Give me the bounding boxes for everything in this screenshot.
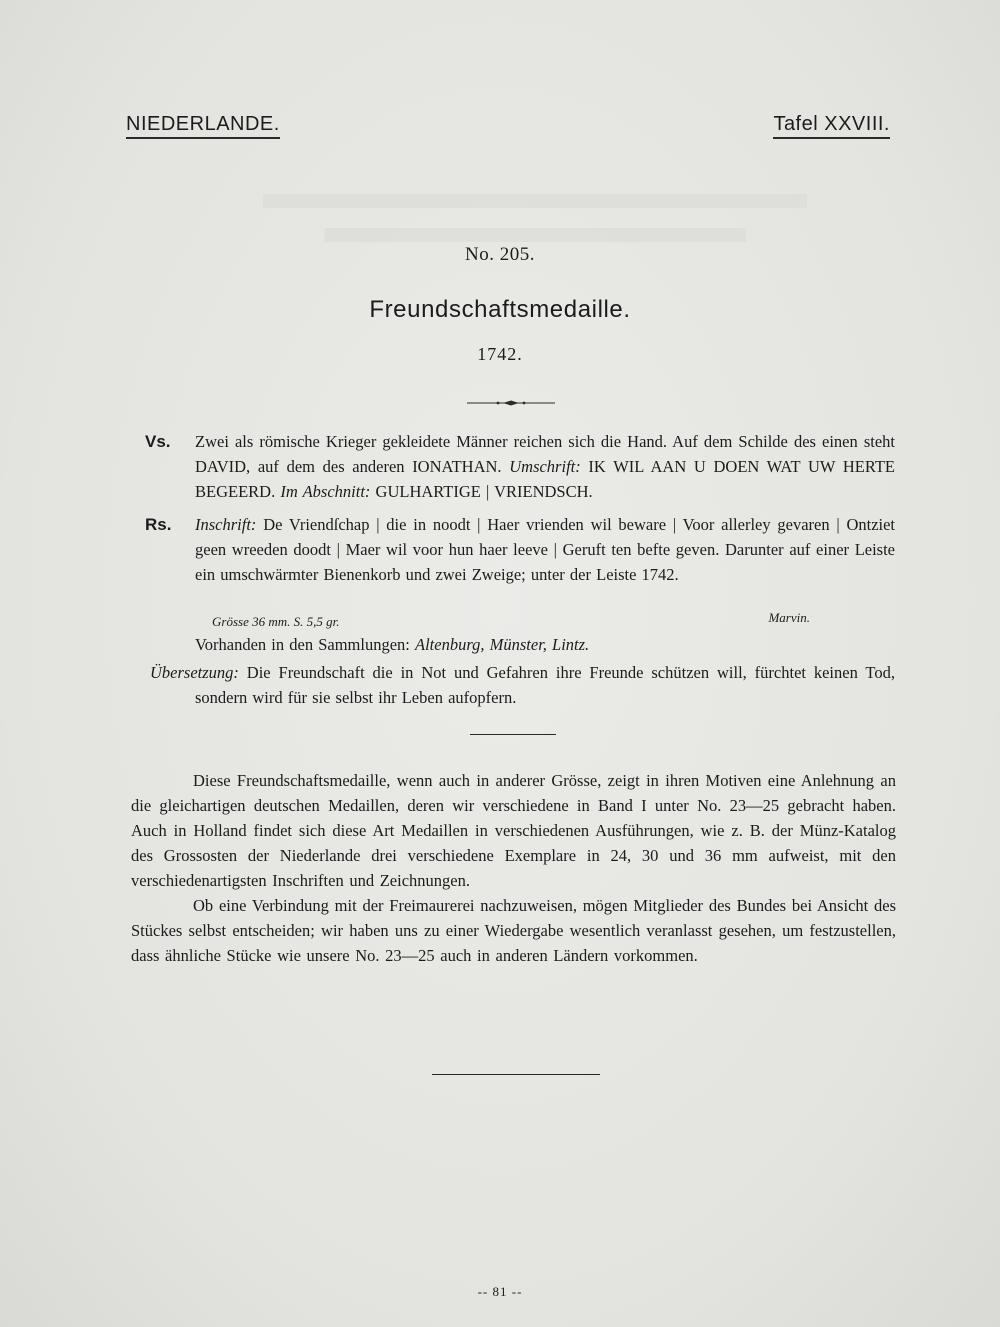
translation-label: Übersetzung: [150, 663, 239, 682]
entry-title: Freundschaftsmedaille. [369, 296, 631, 323]
closing-divider [432, 1074, 600, 1075]
entry-number: No. 205. [465, 244, 535, 265]
translation-text: Die Freundschaft die in Not und Gefahren ihre Freunde schützen will, fürchtet keinen Tod, sondern wird für sie selbst ihr Leben aufopfern. [195, 663, 895, 707]
translation-block [150, 660, 895, 710]
entry-year: 1742. [477, 344, 523, 364]
reverse-description [195, 512, 895, 587]
running-head-country: NIEDERLANDE. [126, 113, 280, 139]
page-number: -- 81 -- [477, 1284, 523, 1299]
obverse-description [195, 429, 895, 504]
collections-line [195, 632, 895, 657]
collections-list: Altenburg, Münster, Lintz. [415, 635, 590, 654]
commentary [131, 768, 896, 968]
section-divider [470, 734, 556, 735]
running-head-plate: Tafel XXVIII. [773, 113, 890, 139]
abschnitt-text: GULHARTIGE | VRIENDSCH. [375, 482, 593, 501]
reverse-text: Darunter auf einer Leiste ein umschwärmter Bienenkorb und zwei Zweige; unter der Leiste 1742. [195, 540, 896, 584]
umschrift-label: Umschrift: [509, 457, 581, 476]
commentary-paragraph-1: Diese Freundschaftsmedaille, wenn auch in anderer Grösse, zeigt in ihren Motiven eine Anlehnung an die gleichartigen deutschen Medaillen, deren wir verschiedene in Band I unter No. 23—25 gebracht haben. Auch in Holland findet sich diese Art Medaillen in verschiedenen Ausführungen, wie z. B. der Münz-Katalog des Grossosten der Niederlande drei verschiedene Exemplare in 24, 30 und 36 mm aufweist, mit den verschiedenartigsten Inschriften und Zeichnungen. [131, 771, 896, 890]
bleed-through-shadow [195, 150, 875, 252]
ornament-divider-icon [467, 400, 555, 406]
inschrift-text: De Vriendſchap | die in noodt | Haer vrienden wil beware | Voor allerley gevaren | Ontziet geen wreeden doodt | Maer wil voor hun haer leeve | Geruft ten befte geven. [195, 515, 896, 559]
abschnitt-label: Im Abschnitt: [280, 482, 371, 501]
size-weight-note: Grösse 36 mm. S. 5,5 gr. [212, 614, 340, 629]
reverse-marker: Rs. [145, 515, 172, 534]
source-reference: Marvin. [768, 610, 810, 625]
umschrift-text: IK WIL AAN U DOEN WAT UW HERTE BEGEERD. [195, 457, 895, 501]
commentary-paragraph-2: Ob eine Verbindung mit der Freimaurerei nachzuweisen, mögen Mitglieder des Bundes bei Ansicht des Stückes selbst entscheiden; wir haben uns zu einer Wiedergabe wesentlich veranlasst gesehen, um festzustellen, dass ähnliche Stücke wie unsere No. 23—25 auch in anderen Ländern vorkommen. [131, 896, 896, 965]
collections-label: Vorhanden in den Sammlungen: [195, 635, 410, 654]
obverse-marker: Vs. [145, 432, 171, 451]
inschrift-label: Inschrift: [195, 515, 257, 534]
obverse-text: Zwei als römische Krieger gekleidete Männer reichen sich die Hand. Auf dem Schilde des einen steht DAVID, auf dem des anderen IONATHAN. [195, 432, 895, 476]
